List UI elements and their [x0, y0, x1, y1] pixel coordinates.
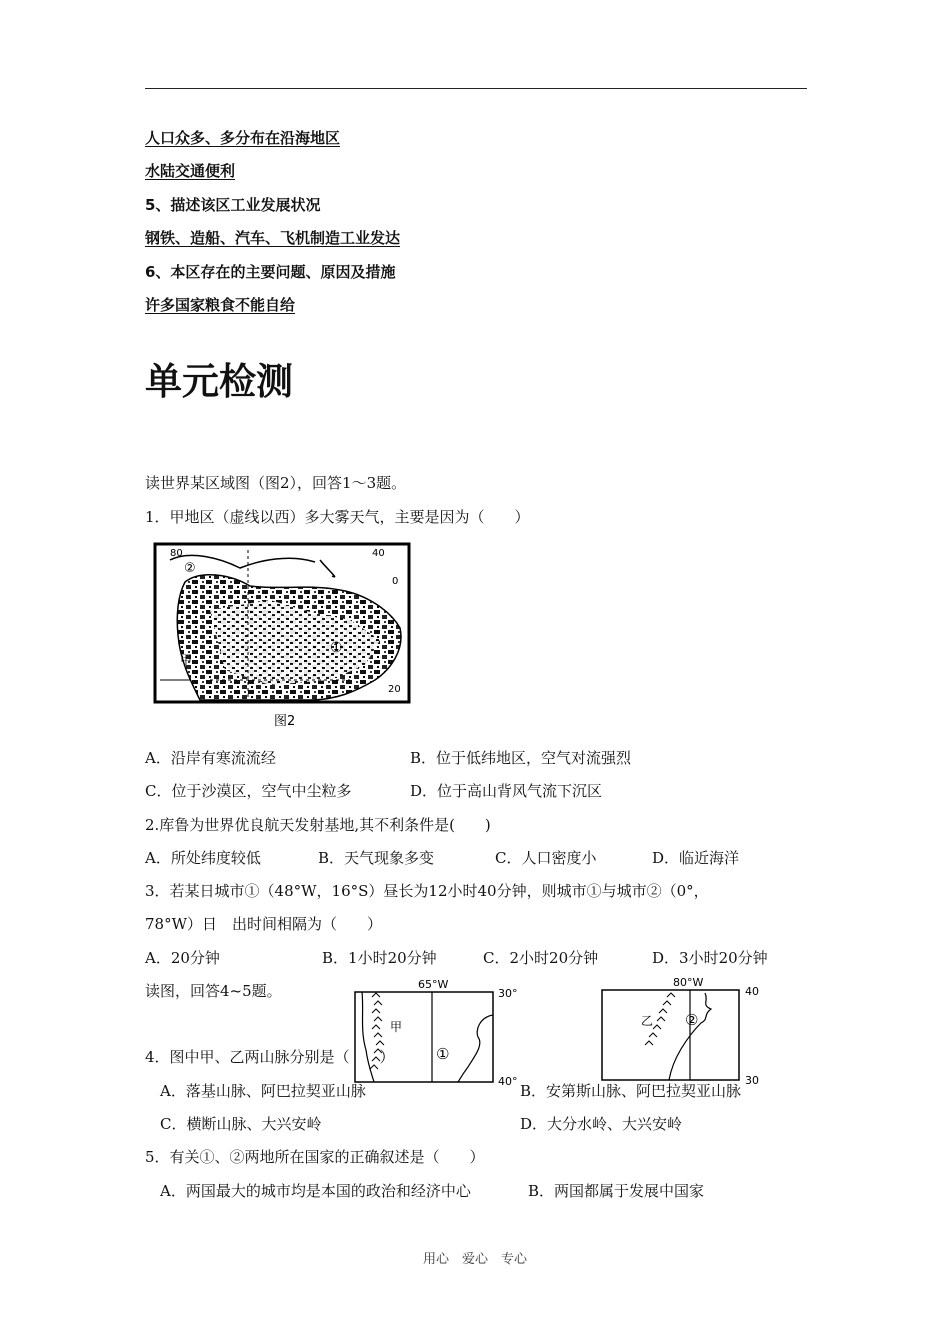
q2-option-b: B．天气现象多变 — [318, 849, 435, 867]
map-appalachian — [597, 975, 772, 1087]
map1-city-1: ① — [330, 640, 343, 656]
q3-option-a: A．20分钟 — [145, 949, 220, 967]
q2-option-a: A．所处纬度较低 — [145, 849, 261, 867]
map2-mountain-jia: 甲 — [390, 1020, 403, 1034]
q1-option-b: B．位于低纬地区，空气对流强烈 — [410, 749, 632, 767]
q1-stem: 1．甲地区（虚线以西）多大雾天气，主要是因为（ ） — [145, 508, 530, 526]
map3-lat-top: 40 — [745, 985, 759, 998]
map-andes — [350, 975, 535, 1087]
q1-option-a: A．沿岸有寒流流经 — [145, 749, 276, 767]
q5-option-a: A．两国最大的城市均是本国的政治和经济中心 — [160, 1182, 471, 1200]
intro-q1-3: 读世界某区域图（图2），回答1～3题。 — [145, 474, 407, 492]
map1-lbl-20: 20 — [388, 684, 401, 695]
q3-stem-1: 3．若某日城市①（48°W，16°S）昼长为12小时40分钟，则城市①与城市②（0°， — [145, 882, 709, 900]
map1-lbl-0: 0 — [392, 576, 399, 587]
map-appalachian-svg — [597, 975, 772, 1087]
q2-stem: 2.库鲁为世界优良航天发射基地,其不利条件是( ) — [145, 816, 491, 834]
q3-option-d: D．3小时20分钟 — [652, 949, 768, 967]
intro-q4-5: 读图，回答4~5题。 — [145, 982, 282, 1000]
q5-option-b: B．两国都属于发展中国家 — [528, 1182, 705, 1200]
q4-option-c: C．横断山脉、大兴安岭 — [160, 1115, 322, 1133]
map-figure-2 — [150, 540, 415, 730]
page-footer: 用心 爱心 专心 — [422, 1252, 527, 1267]
q1-option-c: C．位于沙漠区，空气中尘粒多 — [145, 782, 352, 800]
answer-industry: 钢铁、造船、汽车、飞机制造工业发达 — [145, 229, 401, 247]
q4-stem: 4．图中甲、乙两山脉分别是（ ） — [145, 1048, 395, 1066]
q4-option-a: A．落基山脉、阿巴拉契亚山脉 — [160, 1082, 366, 1100]
answer-line-transport: 水陆交通便利 — [145, 162, 236, 180]
q4-option-b: B．安第斯山脉、阿巴拉契亚山脉 — [520, 1082, 742, 1100]
map-andes-svg — [350, 975, 535, 1087]
map3-mountain-yi: 乙 — [641, 1014, 654, 1028]
question-6-problems: 6、本区存在的主要问题、原因及措施 — [145, 263, 396, 281]
q3-stem-2: 78°W）日 出时间相隔为（ ） — [145, 915, 383, 933]
map-figure-2-svg — [150, 540, 415, 730]
q3-option-b: B．1小时20分钟 — [322, 949, 437, 967]
map1-lbl-80: 80 — [170, 548, 183, 559]
map2-lat-top: 30° — [498, 987, 518, 1000]
answer-problems: 许多国家粮食不能自给 — [145, 296, 296, 314]
q3-option-c: C．2小时20分钟 — [483, 949, 599, 967]
map3-lat-bottom: 30 — [745, 1074, 759, 1087]
q2-option-c: C．人口密度小 — [495, 849, 597, 867]
map3-longitude: 80°W — [673, 976, 704, 989]
q5-stem: 5．有关①、②两地所在国家的正确叙述是（ ） — [145, 1148, 485, 1166]
map1-caption: 图2 — [274, 714, 296, 729]
map2-longitude: 65°W — [418, 978, 449, 991]
header-rule — [145, 88, 807, 89]
map2-city-1: ① — [436, 1045, 450, 1063]
q4-option-d: D．大分水岭、大兴安岭 — [520, 1115, 683, 1133]
q1-option-d: D．位于高山背风气流下沉区 — [410, 782, 603, 800]
answer-line-population: 人口众多、多分布在沿海地区 — [145, 129, 341, 147]
map3-city-2: ② — [685, 1011, 699, 1029]
map2-lat-bottom: 40° — [498, 1075, 518, 1087]
question-5-industry: 5、描述该区工业发展状况 — [145, 196, 321, 214]
q2-option-d: D．临近海洋 — [652, 849, 740, 867]
map1-lbl-40: 40 — [372, 548, 385, 559]
map1-city-2: ② — [184, 561, 196, 576]
section-title: 单元检测 — [145, 360, 293, 403]
map1-region-jia: 甲 — [180, 653, 193, 667]
